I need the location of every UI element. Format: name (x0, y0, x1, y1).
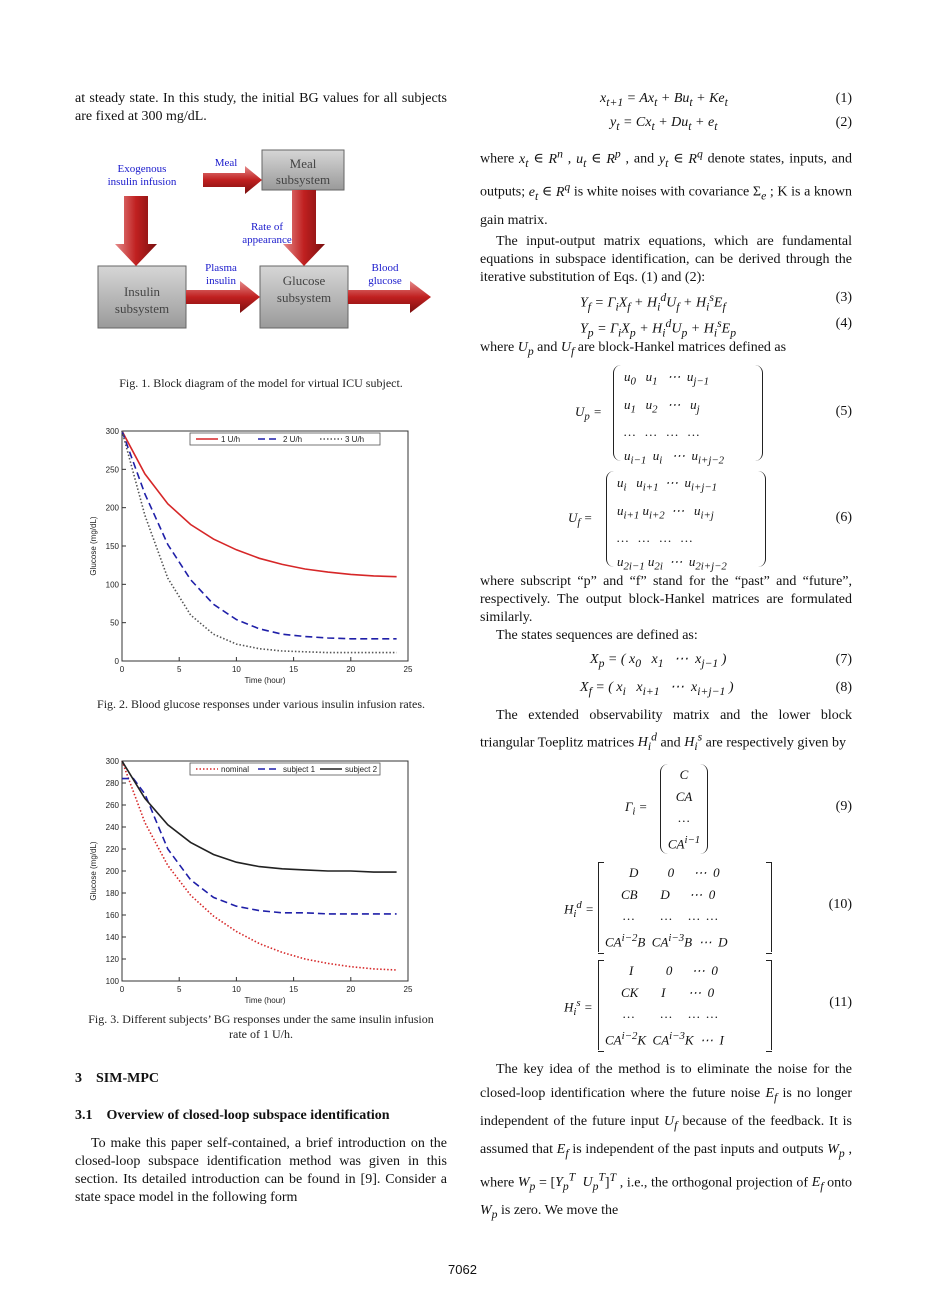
equation-4: $Y_p = \Gamma_iX_p + H_i^dU_p + H_i^sE_p$ (4) (580, 315, 852, 340)
block-diagram (95, 148, 435, 338)
y-tick-label: 200 (105, 867, 119, 876)
y-tick-label: 150 (105, 542, 119, 551)
y-tick-label: 100 (105, 977, 119, 986)
y-tick-label: 300 (105, 427, 119, 436)
eq-7-number: (7) (835, 651, 852, 667)
y-axis-label: Glucose (mg/dL) (89, 841, 98, 901)
eq-6-number: (6) (835, 509, 852, 525)
insulin-subsystem-label: Insulin (123, 284, 161, 299)
figure-2-chart (88, 425, 418, 687)
eq-10-number: (10) (828, 897, 852, 913)
insulin-subsystem-label-2: subsystem (114, 301, 170, 316)
figure-2-caption: Fig. 2. Blood glucose responses under various insulin infusion rates. (97, 697, 425, 711)
y-tick-label: 280 (105, 779, 119, 788)
meal-subsystem-label: Meal (289, 156, 317, 171)
section-3-heading (75, 1070, 447, 1088)
rate-label: Rate of (250, 221, 284, 233)
blood-glucose-label: Blood (371, 262, 399, 274)
y-tick-label: 180 (105, 889, 119, 898)
glucose-subsystem-label: Glucose (282, 273, 326, 288)
section-3-title: SIM-MPC (96, 1071, 159, 1086)
y-tick-label: 300 (105, 757, 119, 766)
blood-glucose-label-2: glucose (368, 275, 402, 287)
x-tick-label: 20 (346, 665, 356, 674)
figure-2 (88, 425, 418, 687)
eq-8-number: (8) (835, 679, 852, 695)
io-paragraph: The input-output matrix equations, which are fundamental equations in subspace identification, can be derived through the iterative substitution of Eqs. (1) and (2): (480, 233, 852, 285)
states-paragraph: The states sequences are defined as: (496, 627, 698, 643)
x-tick-label: 15 (289, 665, 299, 674)
right-column (480, 90, 852, 1227)
section-31-heading (75, 1107, 447, 1125)
eq-3-number: (3) (835, 289, 852, 305)
equation-7: $X_p$ = ( $x_0$ $x_1$ ⋯ $x_{j-1}$ ) (7) (590, 651, 852, 670)
x-tick-label: 25 (403, 985, 413, 994)
page-number: 7062 (448, 1262, 477, 1277)
legend-label: 1 U/h (221, 435, 241, 444)
exogenous-arrow (115, 196, 157, 266)
x-tick-label: 5 (176, 665, 182, 674)
section-31-title: Overview of closed-loop subspace identification (106, 1108, 390, 1123)
y-tick-label: 140 (105, 933, 119, 942)
x-tick-label: 20 (346, 985, 356, 994)
y-tick-label: 260 (105, 801, 119, 810)
legend-label: 3 U/h (345, 435, 365, 444)
x-axis-label: Time (hour) (244, 676, 286, 685)
x-tick-label: 0 (119, 985, 125, 994)
legend-label: subject 1 (283, 765, 316, 774)
y-tick-label: 200 (105, 503, 119, 513)
exogenous-label: Exogenous (117, 163, 167, 175)
eq-9-number: (9) (835, 799, 852, 815)
eq-11-number: (11) (829, 995, 852, 1011)
y-tick-label: 220 (105, 845, 119, 854)
obs-text-2: are respectively given by (705, 735, 846, 751)
where-text-2: denote states, inputs, and outputs; (480, 151, 852, 201)
eq-4-number: (4) (835, 315, 852, 331)
subscript-paragraph: where subscript “p” and “f” stand for the “past” and “future”, respectively. The output block-Hankel matrices are formulated similarly. (480, 573, 852, 625)
left-column (75, 90, 447, 126)
y-tick-label: 100 (105, 580, 119, 590)
intro-paragraph: at steady state. In this study, the initial BG values for all subjects are fixed at 300 mg/dL. (75, 91, 447, 124)
section-31-paragraph: To make this paper self-contained, a brief introduction on the closed-loop subspace identification method was given in this section. Its detailed introduction can be found in [9]. Consider a state space model in the following form (75, 1136, 447, 1205)
where-text: where (480, 151, 515, 167)
appearance-arrow (283, 190, 325, 266)
y-tick-label: 120 (105, 955, 119, 964)
equation-9: $\Gamma_i$ = C CA … $CA^{i-1}$ (9) (480, 764, 852, 856)
plasma-label: Plasma (205, 262, 237, 274)
figure-1-caption: Fig. 1. Block diagram of the model for virtual ICU subject. (119, 376, 403, 390)
legend-label: 2 U/h (283, 435, 303, 444)
x-axis-label: Time (hour) (244, 996, 286, 1005)
meal-arrow (203, 166, 262, 194)
meal-subsystem-label-2: subsystem (275, 172, 331, 187)
x-tick-label: 15 (289, 985, 299, 994)
y-tick-label: 250 (105, 465, 119, 475)
eq-1-number: (1) (835, 91, 852, 106)
x-tick-label: 10 (231, 985, 241, 994)
where-paragraph-1: where $x_t$ ∈ $R^n$ , $u_t$ ∈ $R^p$ , and $y_t$ ∈ $R^q$ denote states, inputs, and outputs; $e_t$ ∈ $R^q$ is white noises with covariance $\Sigma_e$ ; K is a known gain matrix. (480, 147, 853, 228)
y-tick-label: 0 (114, 657, 119, 666)
x-tick-label: 0 (119, 665, 125, 674)
y-tick-label: 160 (105, 911, 119, 920)
legend-label: subject 2 (345, 765, 378, 774)
equation-8: $X_f$ = ( $x_i$ $x_{i+1}$ ⋯ $x_{i+j-1}$ ) (8) (580, 679, 852, 698)
plot-area (122, 431, 408, 661)
figure-3-chart (88, 755, 418, 1007)
equation-11: $H_i^s$ = I 0 ⋯ 0 CK I ⋯ 0 … … … … $CA^{i-2}K$ $CA^{i-3}K$ ⋯ I (11) (480, 960, 852, 1052)
figure-3-caption: Fig. 3. Different subjects’ BG responses under the same insulin infusion rate of 1 U/h. (88, 1012, 434, 1041)
legend-label: nominal (221, 765, 250, 774)
glucose-subsystem-label-2: subsystem (276, 290, 332, 305)
obs-text: The extended observability matrix and the lower block triangular Toeplitz matrices (480, 707, 852, 751)
key-idea-paragraph: The key idea of the method is to eliminate the noise for the closed-loop identification where the future noise $E_f$ is no longer independent of the future input $U_f$ because of the feedback. It is assumed that $E_f$ is independent of the past inputs and outputs $W_p$ , where $W_p = [Y_p^T$ $U_p^T]^T$ , i.e., the orthogonal projection of $E_f$ onto $W_p$ is zero. We move the (480, 1062, 853, 1221)
equation-3: $Y_f = \Gamma_iX_f + H_i^dU_f + H_i^sE_f$ (3) (580, 289, 852, 314)
x-tick-label: 25 (403, 665, 413, 674)
section-3-number: 3 (75, 1071, 82, 1086)
equation-5: $U_p$ = $u_0$ $u_1$ ⋯ $u_{j-1}$ $u_1$ $u_2$ ⋯ $u_j$ … … … … $u_{i-1}$ $u_i$ ⋯ $u_{i+j-2}$ (5) (480, 365, 852, 465)
eq-5-number: (5) (835, 403, 852, 419)
obs-paragraph: The extended observability matrix and the lower block triangular Toeplitz matrices $H_i^d$ and $H_i^s$ are respectively given by (480, 707, 852, 754)
hankel-paragraph: where $U_p$ and $U_f$ are block-Hankel matrices defined as (480, 339, 787, 358)
where-text-4: ; K is a known gain matrix. (480, 185, 853, 228)
where-text-3: is white noises with covariance (573, 185, 750, 201)
equation-1: $x_{t+1} = Ax_t + Bu_t + Ke_t$ (1) (600, 91, 852, 109)
rate-label-2: appearance (242, 234, 292, 246)
figure-1 (95, 148, 435, 338)
section-31-text (75, 1135, 447, 1207)
equation-2: $y_t = Cx_t + Du_t + e_t$ (2) (610, 115, 852, 133)
eq-2-number: (2) (835, 115, 852, 130)
figure-3 (88, 755, 418, 1007)
meal-label: Meal (214, 157, 238, 169)
y-axis-label: Glucose (mg/dL) (89, 516, 98, 576)
y-tick-label: 50 (110, 618, 119, 628)
exogenous-label-2: insulin infusion (107, 176, 177, 188)
x-tick-label: 10 (231, 665, 241, 674)
y-tick-label: 240 (105, 823, 119, 832)
equation-10: $H_i^d$ = D 0 ⋯ 0 CB D ⋯ 0 … … … … $CA^{i-2}B$ $CA^{i-3}B$ ⋯ D (10) (480, 862, 852, 954)
equation-6: $U_f$ = $u_i$ $u_{i+1}$ ⋯ $u_{i+j-1}$ $u_{i+1}$ $u_{i+2}$ ⋯ $u_{i+j}$ … … … … $u_{2i-1}$ $u_{2i}$ ⋯ $u_{2i+j-2}$ (6) (480, 471, 852, 571)
plasma-label-2: insulin (206, 275, 236, 287)
section-31-number: 3.1 (75, 1108, 93, 1123)
x-tick-label: 5 (176, 985, 182, 994)
